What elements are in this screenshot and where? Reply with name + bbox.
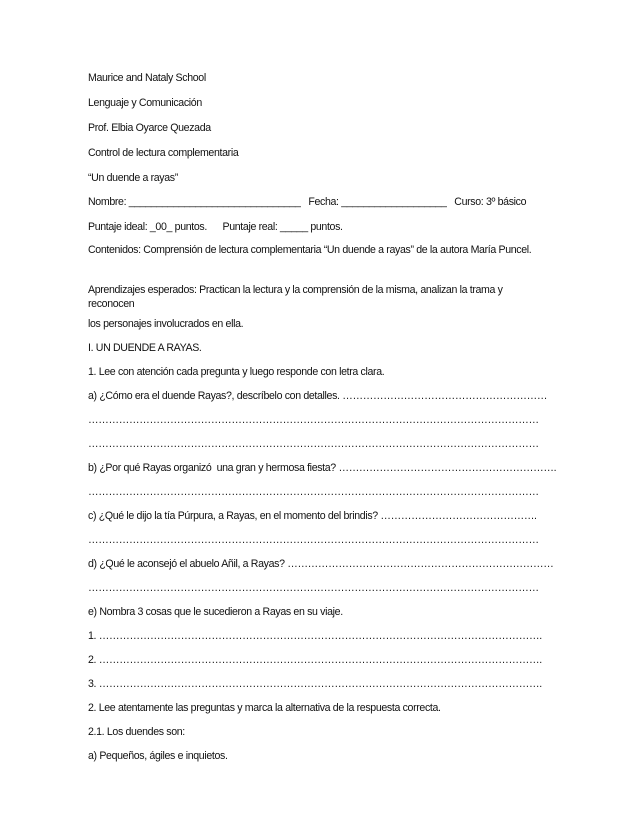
answer-line: …………………………………………………………………………………………………………………… xyxy=(88,534,539,546)
answer-line: 1. …………………………………………………………………………………………………………………. xyxy=(88,630,542,642)
contents-paragraph: Contenidos: Comprensión de lectura complementaria “Un duende a rayas” de la autora María Puncel. xyxy=(88,244,532,256)
book-title: “Un duende a rayas” xyxy=(88,172,178,184)
learning-paragraph: Aprendizajes esperados: Practican la lectura y la comprensión de la misma, analizan la trama y reconocen xyxy=(88,284,503,310)
score-line: Puntaje ideal: _00_ puntos. Puntaje real: _____ puntos. xyxy=(88,221,343,233)
question-e: e) Nombra 3 cosas que le sucedieron a Rayas en su viaje. xyxy=(88,606,343,618)
instruction-1: 1. Lee con atención cada pregunta y luego responde con letra clara. xyxy=(88,366,385,378)
answer-line: 3. …………………………………………………………………………………………………………………. xyxy=(88,678,542,690)
answer-line: …………………………………………………………………………………………………………………… xyxy=(88,438,539,450)
answer-line: 2. …………………………………………………………………………………………………………………. xyxy=(88,654,542,666)
question-d: d) ¿Qué le aconsejó el abuelo Añil, a Rayas? …………………………………………………………………… xyxy=(88,558,554,570)
teacher: Prof. Elbia Oyarce Quezada xyxy=(88,122,211,134)
instruction-2: 2. Lee atentamente las preguntas y marca la alternativa de la respuesta correcta. xyxy=(88,702,441,714)
answer-line: …………………………………………………………………………………………………………………… xyxy=(88,582,539,594)
question-2-1: 2.1. Los duendes son: xyxy=(88,726,185,738)
school-name: Maurice and Nataly School xyxy=(88,72,206,84)
learning-paragraph-cont: los personajes involucrados en ella. xyxy=(88,318,244,330)
section-heading: I. UN DUENDE A RAYAS. xyxy=(88,342,202,354)
option-a: a) Pequeños, ágiles e inquietos. xyxy=(88,750,228,762)
answer-line: …………………………………………………………………………………………………………………… xyxy=(88,414,539,426)
subject: Lenguaje y Comunicación xyxy=(88,97,202,109)
name-date-course-line: Nombre: _______________________________ Fecha: ___________________ Curso: 3º básico xyxy=(88,196,527,208)
question-c: c) ¿Qué le dijo la tía Púrpura, a Rayas, en el momento del brindis? ………………………………………. xyxy=(88,510,537,522)
answer-line: …………………………………………………………………………………………………………………… xyxy=(88,486,539,498)
question-b: b) ¿Por qué Rayas organizó una gran y hermosa fiesta? ………………………………………………………. xyxy=(88,462,557,474)
control-title: Control de lectura complementaria xyxy=(88,147,239,159)
question-a: a) ¿Cómo era el duende Rayas?, descríbelo con detalles. …………………………………………………… xyxy=(88,390,548,402)
